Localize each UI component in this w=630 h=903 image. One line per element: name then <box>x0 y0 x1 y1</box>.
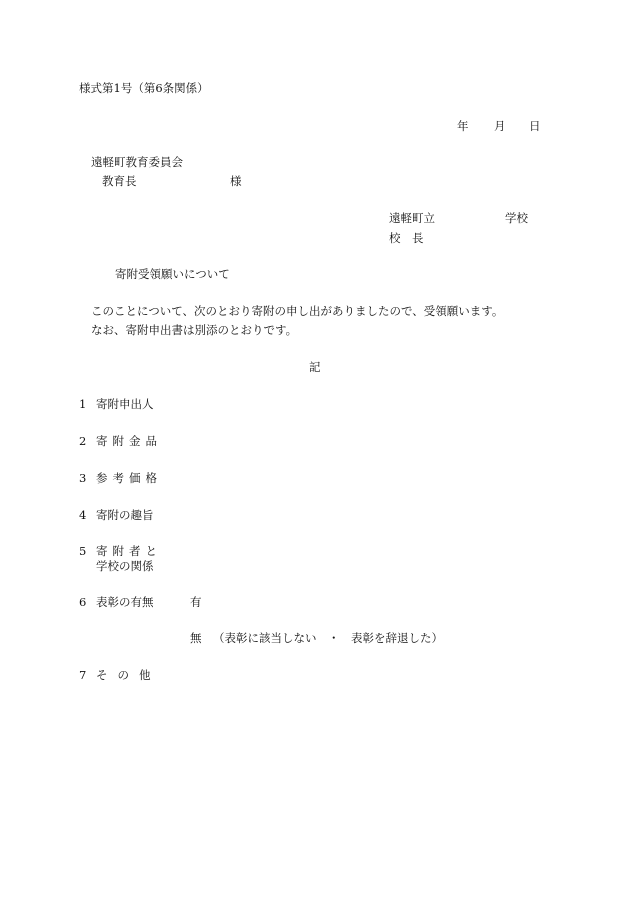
item-4-label: 寄附の趣旨 <box>96 508 154 522</box>
recipient-board: 遠軽町教育委員会 <box>91 155 183 169</box>
item-7-label: その他 <box>96 668 161 682</box>
sender-principal: 校 長 <box>389 231 424 245</box>
item-7-number: 7 <box>79 668 87 682</box>
item-2-number: 2 <box>79 434 87 448</box>
item-5-label: 寄附者と <box>96 544 162 558</box>
date-month: 月 <box>494 119 506 133</box>
date-year: 年 <box>457 119 469 133</box>
ki-heading: 記 <box>309 360 321 374</box>
item-5-label-line-2: 学校の関係 <box>96 559 154 573</box>
body-line-2: なお、寄附申出書は別添のとおりです。 <box>91 323 298 337</box>
item-6-number: 6 <box>79 595 87 609</box>
item-6-option-no-detail: （表彰に該当しない ・ 表彰を辞退した） <box>213 631 443 645</box>
date-day: 日 <box>529 119 541 133</box>
item-3-label: 参考価格 <box>96 471 162 485</box>
subject: 寄附受領願いについて <box>115 267 230 281</box>
body-line-1: このことについて、次のとおり寄附の申し出がありましたので、受領願います。 <box>91 304 504 318</box>
recipient-title: 教育長 <box>102 174 137 188</box>
form-number: 様式第1号（第6条関係） <box>79 81 209 95</box>
item-1-label: 寄附申出人 <box>96 397 154 411</box>
item-1-number: 1 <box>79 397 87 411</box>
item-6-option-no: 無 <box>190 631 202 645</box>
sender-school-prefix: 遠軽町立 <box>389 211 435 225</box>
item-5-number: 5 <box>79 544 87 558</box>
item-3-number: 3 <box>79 471 87 485</box>
item-6-option-yes: 有 <box>190 595 202 609</box>
recipient-honorific: 様 <box>230 174 242 188</box>
item-4-number: 4 <box>79 508 87 522</box>
sender-school-suffix: 学校 <box>505 211 528 225</box>
item-6-label: 表彰の有無 <box>96 595 154 609</box>
item-2-label: 寄附金品 <box>96 434 162 448</box>
